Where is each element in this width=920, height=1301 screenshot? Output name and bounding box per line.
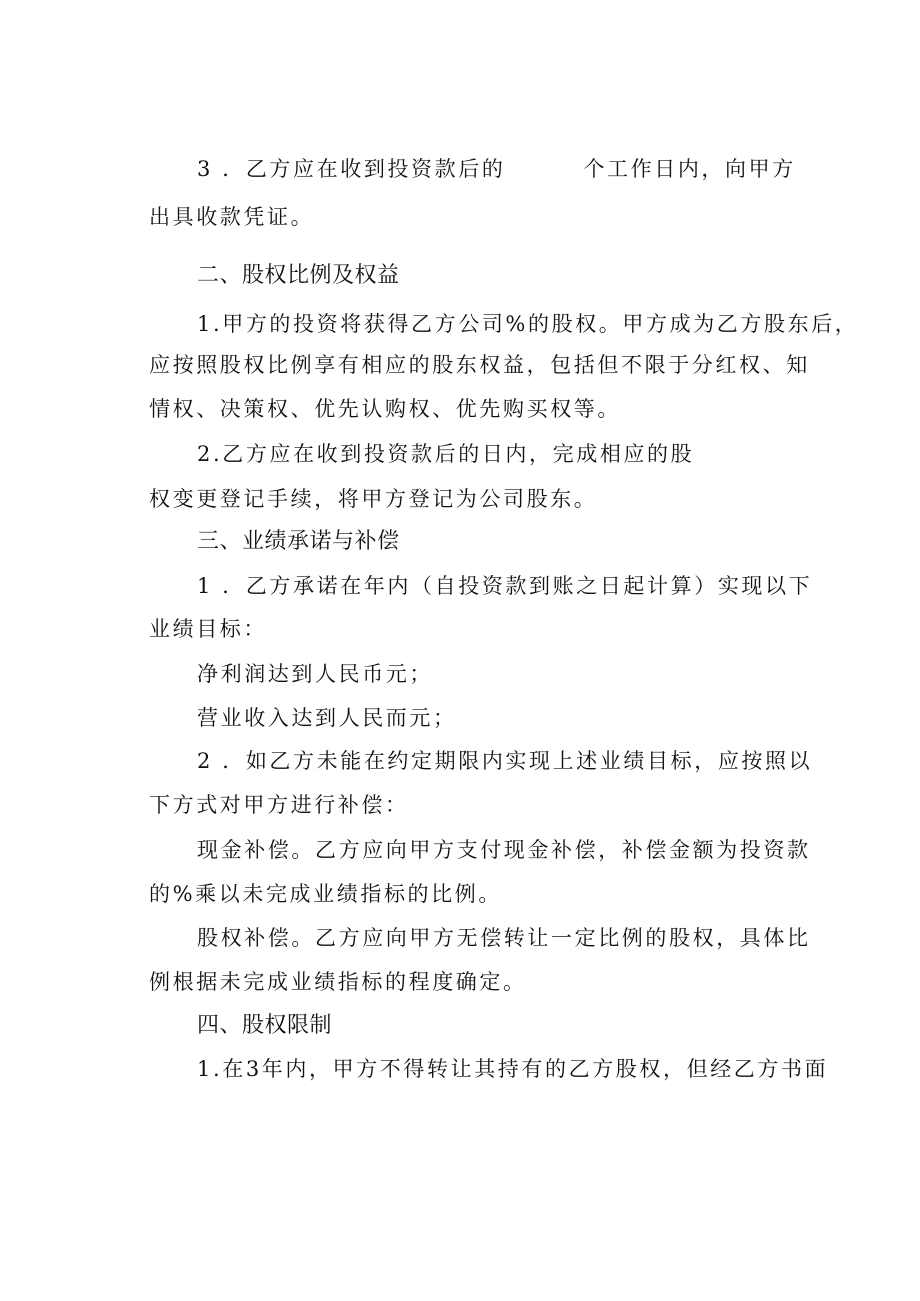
paragraph-line <box>197 154 796 184</box>
paragraph-line: 下方式对甲方进行补偿： <box>149 793 409 817</box>
paragraph-line: 现金补偿。乙方应向甲方支付现金补偿，补偿金额为投资款 <box>197 838 811 862</box>
paragraph-text-left: 3 ．乙方应在收到投资款后的 <box>197 157 506 181</box>
paragraph-line: 净利润达到人民币元； <box>197 662 433 686</box>
paragraph-line: 应按照股权比例享有相应的股东权益，包括但不限于分红权、知 <box>149 353 810 377</box>
paragraph-line: 营业收入达到人民而元； <box>197 706 457 730</box>
paragraph-line: 2 ．如乙方未能在约定期限内实现上述业绩目标，应按照以 <box>197 749 813 773</box>
paragraph-text-right: 个工作日内，向甲方 <box>583 157 796 181</box>
paragraph-line: 业绩目标： <box>149 617 267 641</box>
paragraph-line: 1.甲方的投资将获得乙方公司%的股权。甲方成为乙方股东后， <box>197 312 859 336</box>
paragraph-line: 股权补偿。乙方应向甲方无偿转让一定比例的股权，具体比 <box>197 926 811 950</box>
paragraph-line: 权变更登记手续，将甲方登记为公司股东。 <box>149 487 598 511</box>
paragraph-line: 2.乙方应在收到投资款后的日内，完成相应的股 <box>197 442 695 466</box>
paragraph-line: 情权、决策权、优先认购权、优先购买权等。 <box>149 397 621 421</box>
section-heading: 四、股权限制 <box>197 1013 333 1038</box>
paragraph-line: 1 ．乙方承诺在年内（自投资款到账之日起计算）实现以下 <box>197 574 813 598</box>
paragraph-line: 1.在3年内，甲方不得转让其持有的乙方股权，但经乙方书面 <box>197 1057 829 1081</box>
paragraph-line: 出具收款凭证。 <box>149 205 315 229</box>
paragraph-line: 的%乘以未完成业绩指标的比例。 <box>149 882 502 906</box>
section-heading: 二、股权比例及权益 <box>197 263 400 288</box>
section-heading: 三、业绩承诺与补偿 <box>197 529 400 554</box>
paragraph-line: 例根据未完成业绩指标的程度确定。 <box>149 970 527 994</box>
